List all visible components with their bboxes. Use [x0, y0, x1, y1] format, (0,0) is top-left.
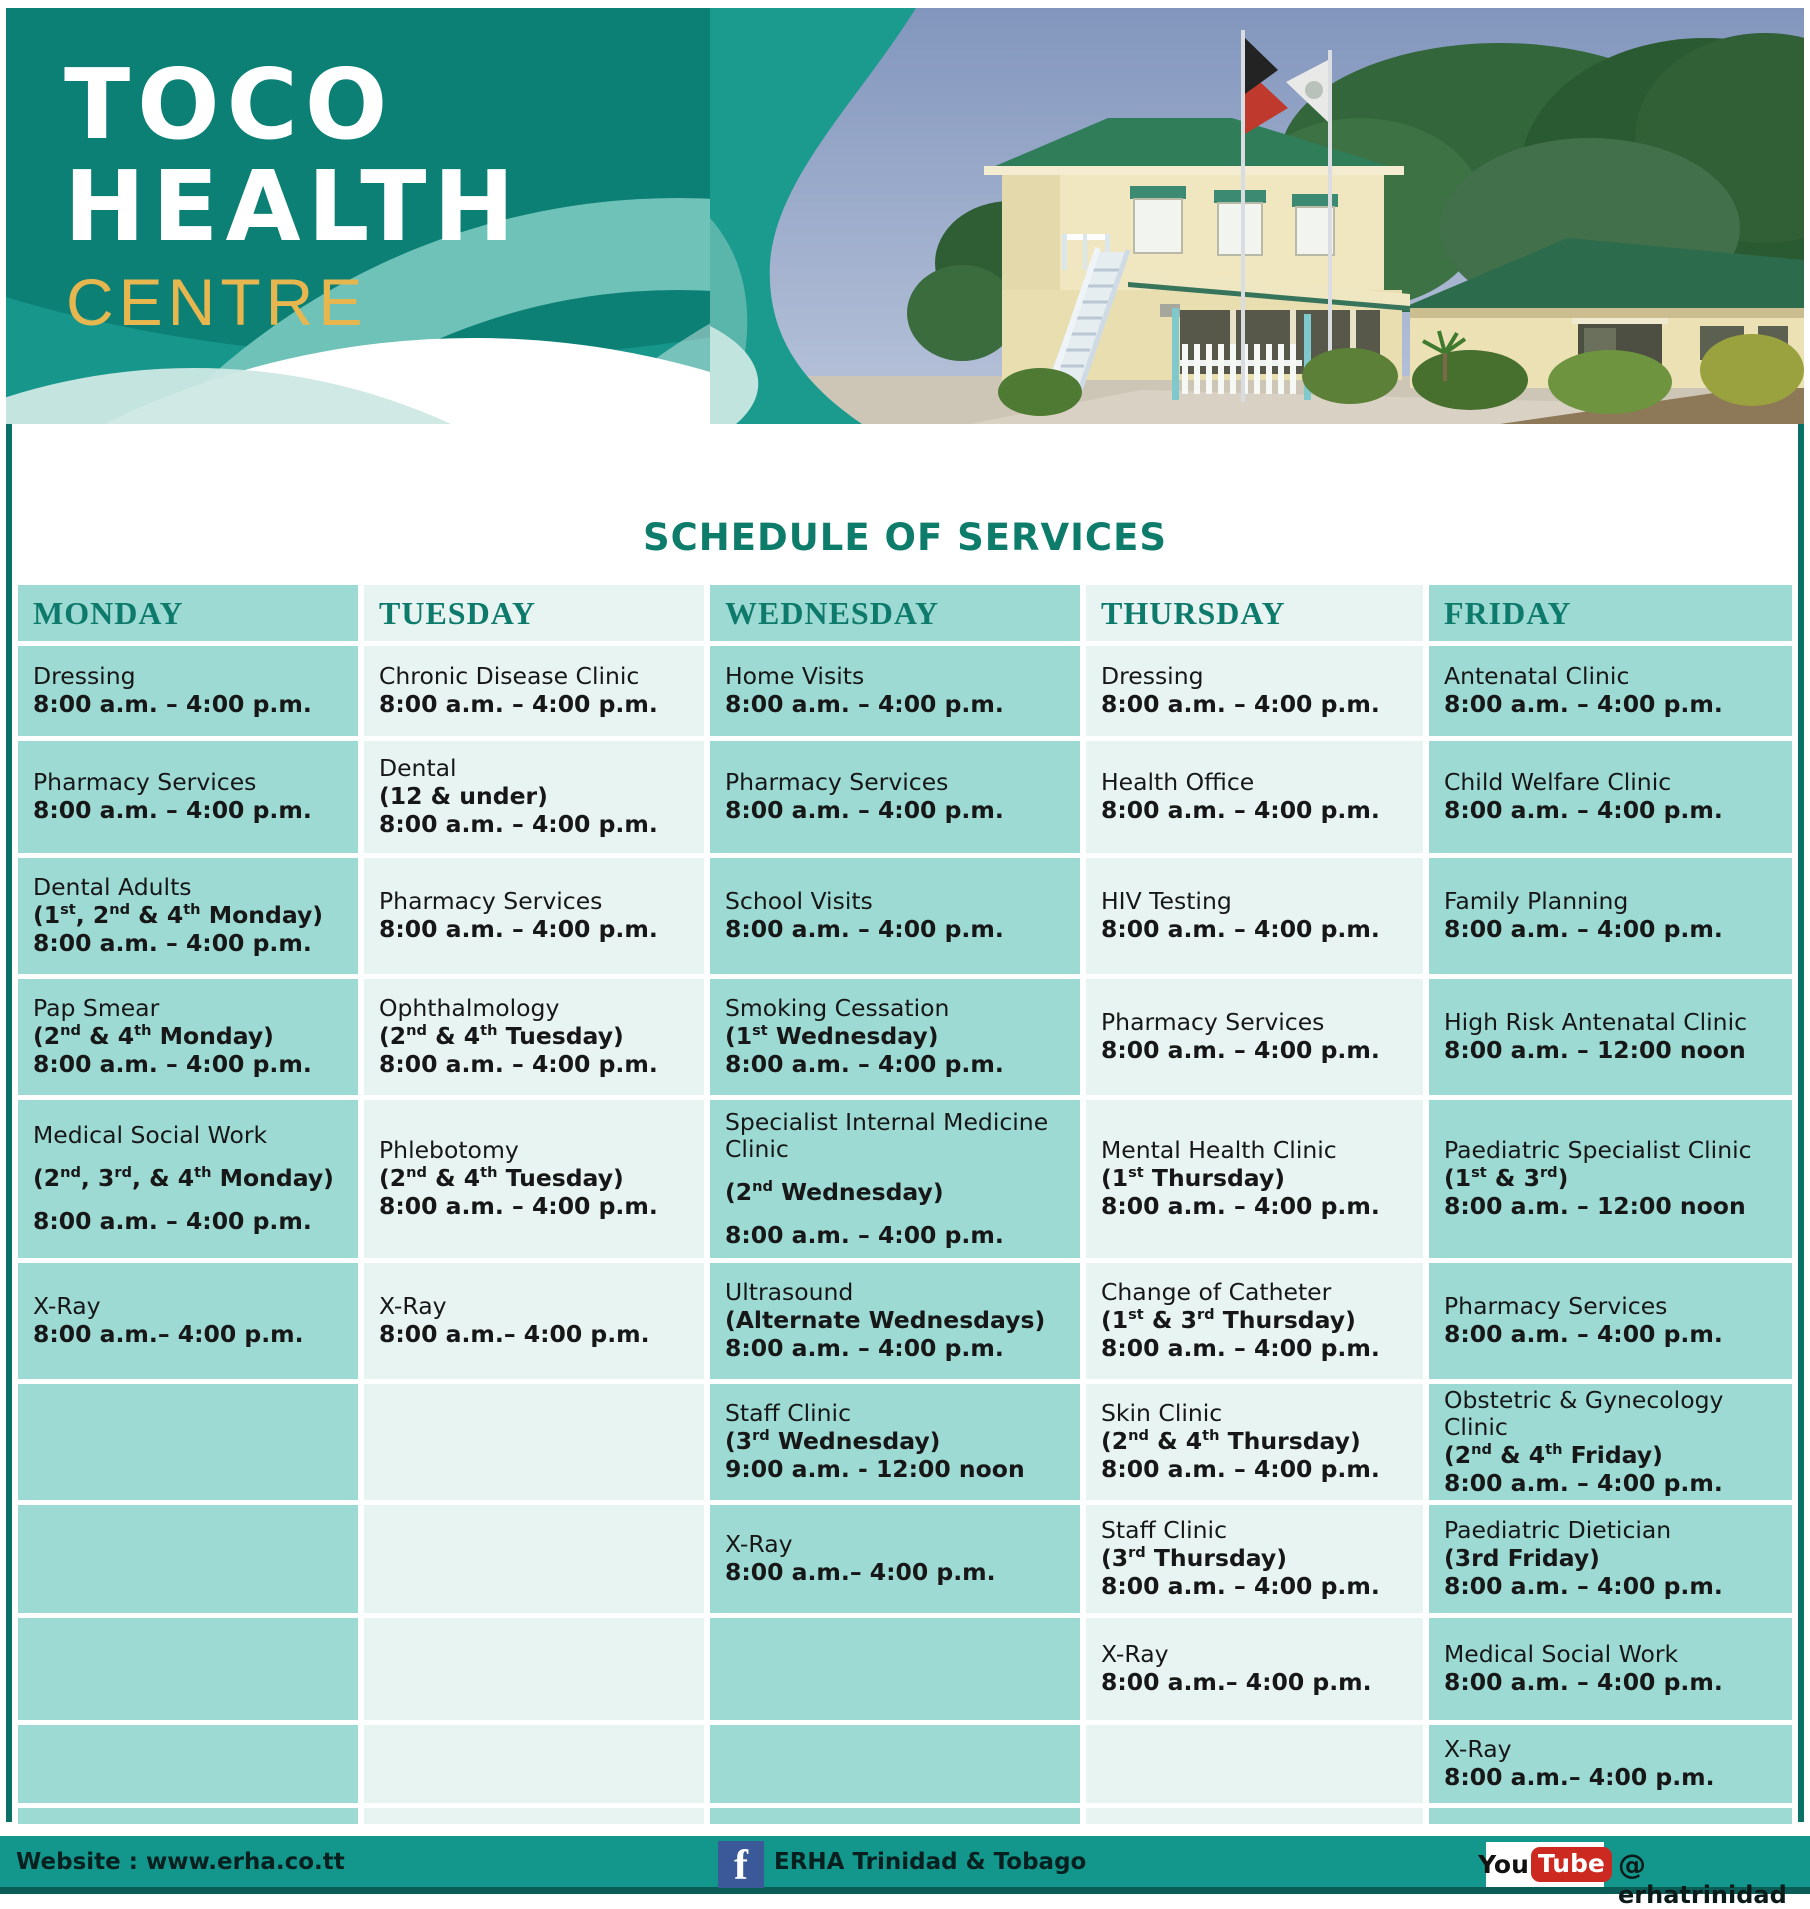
cell-monday-r4: [18, 979, 358, 1095]
cell-friday-r5: [1429, 1100, 1792, 1258]
schedule-line: Pharmacy Services: [1101, 1008, 1325, 1037]
schedule-line: Skin Clinic: [1101, 1399, 1223, 1428]
cell-thursday-r7: [1086, 1384, 1423, 1500]
cell-wednesday-r1: [710, 646, 1080, 736]
flagpole-left: [1241, 30, 1245, 402]
cell-friday-r7: [1429, 1384, 1792, 1500]
cell-wednesday-r4: [710, 979, 1080, 1095]
cell-monday-r2: [18, 741, 358, 853]
schedule-line: Home Visits: [725, 662, 865, 691]
schedule-line: Dressing: [33, 662, 136, 691]
schedule-line: 8:00 a.m. – 4:00 p.m.: [1101, 690, 1380, 718]
schedule-line: Mental Health Clinic: [1101, 1136, 1337, 1165]
spacer: [33, 1193, 348, 1208]
cell-tuesday-r8: [364, 1505, 704, 1613]
schedule-line: High Risk Antenatal Clinic: [1444, 1008, 1748, 1037]
schedule-line: Obstetric & Gynecology Clinic: [1444, 1385, 1724, 1442]
schedule-line: 8:00 a.m. – 4:00 p.m.: [725, 1333, 1004, 1362]
schedule-line: 9:00 a.m. - 12:00 noon: [725, 1454, 1025, 1483]
schedule-line: 8:00 a.m. – 4:00 p.m.: [33, 1049, 312, 1078]
cell-thursday-r9: [1086, 1618, 1423, 1720]
cell-wednesday-r11: [710, 1808, 1080, 1824]
cell-thursday-r5: [1086, 1100, 1423, 1258]
schedule-line: 8:00 a.m. – 4:00 p.m.: [1444, 1320, 1723, 1348]
schedule-line: (2nd & 4th Tuesday): [379, 1164, 624, 1193]
schedule-line: Pharmacy Services: [725, 768, 949, 797]
schedule-line: 8:00 a.m. – 12:00 noon: [1444, 1191, 1746, 1220]
schedule-line: Paediatric Dietician: [1444, 1516, 1672, 1545]
schedule-line: Pap Smear: [33, 994, 160, 1023]
schedule-line: Ultrasound: [725, 1278, 854, 1307]
cell-monday-r11: [18, 1808, 358, 1824]
spacer: [725, 1164, 1070, 1179]
schedule-line: 8:00 a.m. – 4:00 p.m.: [379, 1191, 658, 1220]
schedule-line: X-Ray: [33, 1292, 101, 1321]
schedule-line: Medical Social Work: [33, 1121, 268, 1150]
cell-monday-r10: [18, 1725, 358, 1803]
schedule-line: Chronic Disease Clinic: [379, 662, 640, 691]
schedule-line: Family Planning: [1444, 887, 1629, 916]
cell-friday-r2: [1429, 741, 1792, 853]
schedule-line: 8:00 a.m. – 4:00 p.m.: [1444, 915, 1723, 943]
schedule-line: Specialist Internal Medicine Clinic: [725, 1107, 1049, 1164]
cell-monday-r9: [18, 1618, 358, 1720]
schedule-line: 8:00 a.m. – 4:00 p.m.: [1444, 690, 1723, 718]
cell-friday-r8: [1429, 1505, 1792, 1613]
cell-tuesday-r9: [364, 1618, 704, 1720]
schedule-line: Ophthalmology: [379, 994, 560, 1023]
schedule-line: 8:00 a.m.– 4:00 p.m.: [725, 1558, 996, 1586]
cell-monday-r3: [18, 858, 358, 974]
schedule-line: 8:00 a.m. – 4:00 p.m.: [1101, 1036, 1380, 1064]
schedule-line: Staff Clinic: [1101, 1516, 1228, 1545]
schedule-line: Medical Social Work: [1444, 1640, 1679, 1669]
cell-wednesday-r8: [710, 1505, 1080, 1613]
schedule-line: (2nd, 3rd, & 4th Monday): [33, 1164, 334, 1193]
cell-friday-r10: [1429, 1725, 1792, 1803]
poster-header: [6, 8, 1804, 424]
cell-friday-r1: [1429, 646, 1792, 736]
schedule-line: (2nd & 4th Thursday): [1101, 1427, 1361, 1456]
cell-wednesday-r3: [710, 858, 1080, 974]
cell-tuesday-r4: [364, 979, 704, 1095]
schedule-line: 8:00 a.m. – 4:00 p.m.: [33, 796, 312, 824]
cell-friday-r6: [1429, 1263, 1792, 1379]
day-header-thursday: THURSDAY: [1086, 585, 1423, 641]
schedule-line: 8:00 a.m. – 4:00 p.m.: [1101, 1571, 1380, 1600]
schedule-line: Staff Clinic: [725, 1399, 852, 1428]
schedule-line: 8:00 a.m. – 4:00 p.m.: [725, 690, 1004, 718]
cell-monday-r7: [18, 1384, 358, 1500]
schedule-line: (3rd Thursday): [1101, 1544, 1287, 1573]
schedule-line: 8:00 a.m. – 4:00 p.m.: [379, 690, 658, 718]
cell-tuesday-r3: [364, 858, 704, 974]
website-text: Website : www.erha.co.tt: [16, 1849, 345, 1875]
day-header-monday: MONDAY: [18, 585, 358, 641]
cell-thursday-r1: [1086, 646, 1423, 736]
health-centre-building-photo: [710, 8, 1804, 424]
schedule-line: 8:00 a.m. – 4:00 p.m.: [1444, 796, 1723, 824]
cell-tuesday-r7: [364, 1384, 704, 1500]
schedule-line: Paediatric Specialist Clinic: [1444, 1136, 1752, 1165]
schedule-line: Dental Adults: [33, 873, 192, 902]
facebook-icon: f: [718, 1841, 764, 1888]
schedule-line: 8:00 a.m. – 4:00 p.m.: [725, 1220, 1004, 1249]
youtube-icon-tube: Tube: [1531, 1847, 1612, 1882]
schedule-line: 8:00 a.m.– 4:00 p.m.: [1444, 1763, 1715, 1791]
schedule-line: 8:00 a.m. – 4:00 p.m.: [725, 915, 1004, 943]
cell-thursday-r8: [1086, 1505, 1423, 1613]
schedule-line: 8:00 a.m. – 4:00 p.m.: [1444, 1668, 1723, 1696]
schedule-line: 8:00 a.m. – 4:00 p.m.: [725, 1049, 1004, 1078]
schedule-line: (1st Thursday): [1101, 1164, 1285, 1193]
facebook-handle-text: ERHA Trinidad & Tobago: [774, 1849, 1087, 1875]
cell-monday-r8: [18, 1505, 358, 1613]
schedule-line: X-Ray: [379, 1292, 447, 1321]
cell-wednesday-r5: [710, 1100, 1080, 1258]
schedule-line: Phlebotomy: [379, 1136, 519, 1165]
day-header-tuesday: TUESDAY: [364, 585, 704, 641]
schedule-line: X-Ray: [725, 1530, 793, 1559]
cell-monday-r6: [18, 1263, 358, 1379]
schedule-line: 8:00 a.m.– 4:00 p.m.: [33, 1320, 304, 1348]
schedule-table: [18, 585, 1792, 1824]
cell-wednesday-r9: [710, 1618, 1080, 1720]
cell-thursday-r11: [1086, 1808, 1423, 1824]
day-header-friday: FRIDAY: [1429, 585, 1792, 641]
schedule-line: HIV Testing: [1101, 887, 1232, 916]
schedule-line: Child Welfare Clinic: [1444, 768, 1672, 797]
schedule-line: (1st Wednesday): [725, 1022, 939, 1051]
youtube-icon-you: You: [1478, 1850, 1529, 1879]
title-toco: TOCO: [64, 48, 395, 161]
page-title: SCHEDULE OF SERVICES: [642, 516, 1168, 559]
schedule-line: (3rd Wednesday): [725, 1427, 941, 1456]
schedule-line: Pharmacy Services: [379, 887, 603, 916]
schedule-line: 8:00 a.m.– 4:00 p.m.: [1101, 1668, 1372, 1696]
youtube-handle: erhatrinidad: [1618, 1881, 1787, 1909]
schedule-line: Health Office: [1101, 768, 1255, 797]
youtube-handle-text: [1618, 1848, 1810, 1909]
spacer: [33, 1150, 348, 1165]
schedule-line: Change of Catheter: [1101, 1278, 1332, 1307]
schedule-line: (Alternate Wednesdays): [725, 1306, 1046, 1335]
schedule-line: (1st & 3rd Thursday): [1101, 1306, 1356, 1335]
schedule-line: 8:00 a.m. – 4:00 p.m.: [1444, 1468, 1723, 1497]
schedule-line: Dental: [379, 754, 457, 783]
schedule-line: (3rd Friday): [1444, 1544, 1600, 1573]
spacer: [725, 1207, 1070, 1222]
schedule-line: (2nd & 4th Monday): [33, 1022, 274, 1051]
schedule-line: 8:00 a.m. – 4:00 p.m.: [379, 1049, 658, 1078]
cell-thursday-r4: [1086, 979, 1423, 1095]
schedule-line: (1st, 2nd & 4th Monday): [33, 901, 324, 930]
schedule-line: (2nd Wednesday): [725, 1178, 944, 1206]
schedule-line: Antenatal Clinic: [1444, 662, 1630, 691]
schedule-line: 8:00 a.m. – 4:00 p.m.: [33, 1206, 312, 1235]
cell-wednesday-r2: [710, 741, 1080, 853]
schedule-line: 8:00 a.m. – 4:00 p.m.: [33, 690, 312, 718]
cell-friday-r3: [1429, 858, 1792, 974]
schedule-line: (1st & 3rd): [1444, 1164, 1569, 1193]
cell-friday-r11: [1429, 1808, 1792, 1824]
schedule-line: (12 & under): [379, 782, 548, 811]
schedule-line: 8:00 a.m. – 4:00 p.m.: [33, 928, 312, 957]
schedule-line: Pharmacy Services: [1444, 1292, 1668, 1321]
cell-monday-r1: [18, 646, 358, 736]
footer-bar: [0, 1836, 1810, 1909]
schedule-line: 8:00 a.m. – 4:00 p.m.: [1101, 1191, 1380, 1220]
cell-monday-r5: [18, 1100, 358, 1258]
title-centre: CENTRE: [66, 265, 368, 339]
schedule-line: 8:00 a.m. – 4:00 p.m.: [1444, 1571, 1723, 1600]
schedule-line: 8:00 a.m. – 4:00 p.m.: [725, 796, 1004, 824]
cell-wednesday-r10: [710, 1725, 1080, 1803]
cell-friday-r9: [1429, 1618, 1792, 1720]
cell-tuesday-r11: [364, 1808, 704, 1824]
schedule-line: 8:00 a.m.– 4:00 p.m.: [379, 1320, 650, 1348]
schedule-line: Smoking Cessation: [725, 994, 950, 1023]
schedule-line: (2nd & 4th Tuesday): [379, 1022, 624, 1051]
cell-thursday-r6: [1086, 1263, 1423, 1379]
cell-friday-r4: [1429, 979, 1792, 1095]
schedule-line: 8:00 a.m. – 4:00 p.m.: [1101, 1454, 1380, 1483]
cell-thursday-r2: [1086, 741, 1423, 853]
cell-thursday-r3: [1086, 858, 1423, 974]
schedule-line: Dressing: [1101, 662, 1204, 691]
cell-tuesday-r5: [364, 1100, 704, 1258]
cell-tuesday-r2: [364, 741, 704, 853]
schedule-line: 8:00 a.m. – 4:00 p.m.: [379, 915, 658, 943]
cell-thursday-r10: [1086, 1725, 1423, 1803]
schedule-line: 8:00 a.m. – 4:00 p.m.: [1101, 915, 1380, 943]
schedule-line: 8:00 a.m. – 4:00 p.m.: [379, 809, 658, 838]
cell-wednesday-r7: [710, 1384, 1080, 1500]
schedule-line: X-Ray: [1444, 1735, 1512, 1764]
schedule-line: 8:00 a.m. – 4:00 p.m.: [1101, 1333, 1380, 1362]
cell-wednesday-r6: [710, 1263, 1080, 1379]
at-symbol: @: [1618, 1848, 1646, 1881]
cell-tuesday-r6: [364, 1263, 704, 1379]
schedule-line: Pharmacy Services: [33, 768, 257, 797]
youtube-icon: [1478, 1842, 1605, 1887]
schedule-line: School Visits: [725, 887, 873, 916]
cell-tuesday-r1: [364, 646, 704, 736]
schedule-section: [6, 424, 1804, 1822]
schedule-line: 8:00 a.m. – 4:00 p.m.: [1101, 796, 1380, 824]
schedule-line: (2nd & 4th Friday): [1444, 1441, 1663, 1469]
cell-tuesday-r10: [364, 1725, 704, 1803]
title-health: HEALTH: [64, 150, 522, 263]
day-header-wednesday: WEDNESDAY: [710, 585, 1080, 641]
schedule-line: 8:00 a.m. – 12:00 noon: [1444, 1036, 1746, 1064]
schedule-line: X-Ray: [1101, 1640, 1169, 1669]
flagpole-right: [1328, 50, 1332, 400]
